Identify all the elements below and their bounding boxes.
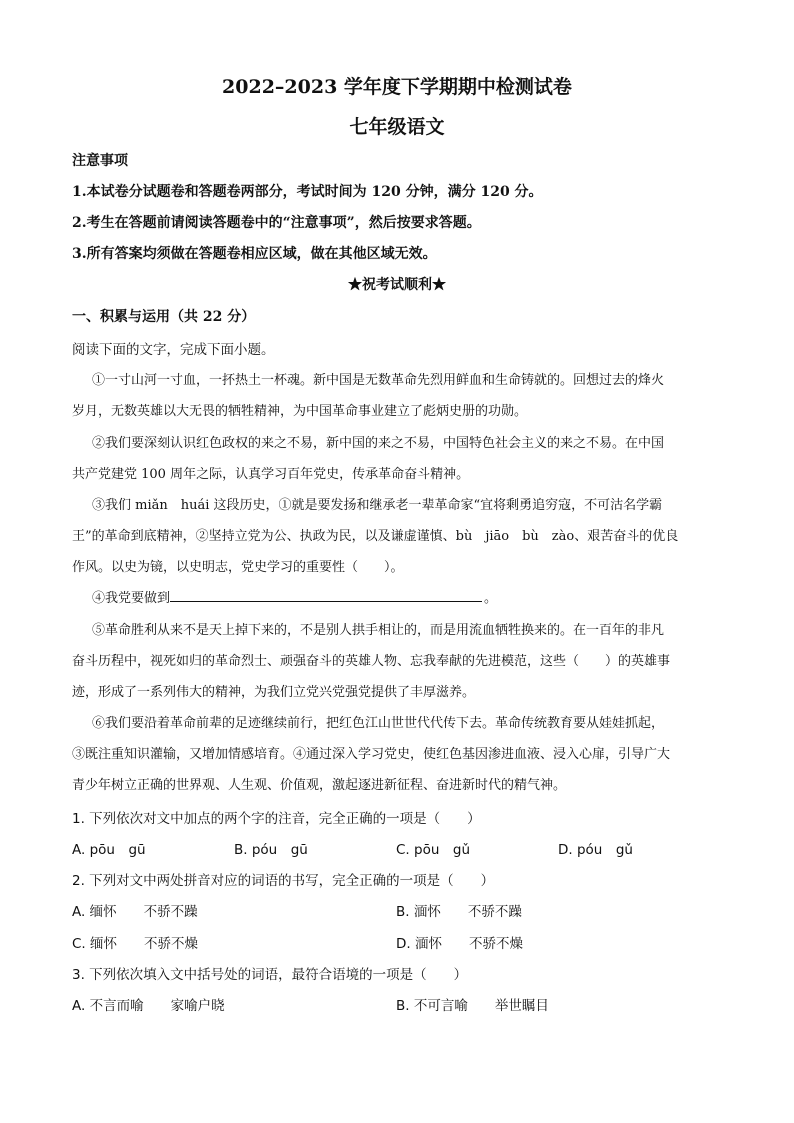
question-1-option-d[interactable]: D. póu gǔ [558,842,633,858]
passage-line-7: 作风。以史为镜，以史明志，党史学习的重要性（ ）。 [72,560,404,575]
exam-title: 2022–2023 学年度下学期期中检测试卷 [222,76,572,98]
question-3-stem: 3. 下列依次填入文中括号处的词语，最符合语境的一项是（ ） [72,967,468,983]
question-2-option-b[interactable]: B. 湎怀 不骄不躁 [396,904,522,920]
notice-item-1: 1.本试卷分试题卷和答题卷两部分，考试时间为 120 分钟，满分 120 分。 [72,184,543,200]
passage-line-5: ③我们 miǎn huái 这段历史，①就是要发扬和继承老一辈革命家“宜将剩勇追穷寇，不可沽名学霸 [92,498,663,513]
passage-line-8-text: ④我党要做到 [92,591,171,606]
section-heading: 一、积累与运用（共 22 分） [72,309,256,325]
passage-line-9: ⑤革命胜利从来不是天上掉下来的，不是别人拱手相让的，而是用流血牺牲换来的。在一百年的非凡 [92,623,665,638]
reading-instruction: 阅读下面的文字，完成下面小题。 [72,342,275,358]
notice-item-3: 3.所有答案均须做在答题卷相应区域，做在其他区域无效。 [72,246,437,262]
question-2-option-a[interactable]: A. 缅怀 不骄不躁 [72,904,198,920]
question-1-stem: 1. 下列依次对文中加点的两个字的注音，完全正确的一项是（ ） [72,811,481,827]
question-3-option-a[interactable]: A. 不言而喻 家喻户晓 [72,998,225,1014]
passage-line-4: 共产党建党 100 周年之际，认真学习百年党史，传承革命奋斗精神。 [72,467,470,482]
passage-line-1: ①一寸山河一寸血，一抔热土一杯魂。新中国是无数革命先烈用鲜血和生命铸就的。回想过去的烽火 [92,373,665,388]
passage-line-6: 王”的革命到底精神，②坚持立党为公、执政为民，以及谦虚谨慎、bù jiāo bù zào、艰苦奋斗的优良 [72,529,679,544]
question-2-option-d[interactable]: D. 湎怀 不骄不燥 [396,936,523,952]
notice-item-2: 2.考生在答题前请阅读答题卷中的“注意事项”，然后按要求答题。 [72,215,481,231]
blank-end-period: 。 [484,591,498,606]
fill-in-blank[interactable] [170,589,482,602]
passage-line-8 [92,587,752,606]
passage-line-3: ②我们要深刻认识红色政权的来之不易，新中国的来之不易，中国特色社会主义的来之不易。在中国 [92,436,665,451]
passage-line-13: ③既注重知识灌输，又增加情感培育。④通过深入学习党史，使红色基因渗进血液、浸入心扉，引导广大 [72,747,671,762]
question-1-option-c[interactable]: C. pōu gǔ [396,842,471,858]
question-3-option-b[interactable]: B. 不可言喻 举世瞩目 [396,998,549,1014]
passage-line-2: 岁月，无数英雄以大无畏的牺牲精神，为中国革命事业建立了彪炳史册的功勋。 [72,404,528,419]
passage-line-14: 青少年树立正确的世界观、人生观、价值观，激起逐进新征程、奋进新时代的精气神。 [72,778,567,793]
exam-subtitle: 七年级语文 [349,116,445,138]
blessing: ★祝考试顺利★ [348,277,446,293]
question-1-option-b[interactable]: B. póu gū [234,842,308,858]
passage-line-11: 迹，形成了一系列伟大的精神，为我们立党兴党强党提供了丰厚滋养。 [72,685,476,700]
question-1-option-a[interactable]: A. pōu gū [72,842,146,858]
question-2-stem: 2. 下列对文中两处拼音对应的词语的书写，完全正确的一项是（ ） [72,873,495,889]
question-2-option-c[interactable]: C. 缅怀 不骄不燥 [72,936,199,952]
passage-line-12: ⑥我们要沿着革命前辈的足迹继续前行，把红色江山世世代代传下去。革命传统教育要从娃娃抓起， [92,716,665,731]
notice-heading: 注意事项 [72,153,128,169]
passage-line-10: 奋斗历程中，视死如归的革命烈士、顽强奋斗的英雄人物、忘我奉献的先进模范，这些（ ）的英雄事 [72,654,671,669]
